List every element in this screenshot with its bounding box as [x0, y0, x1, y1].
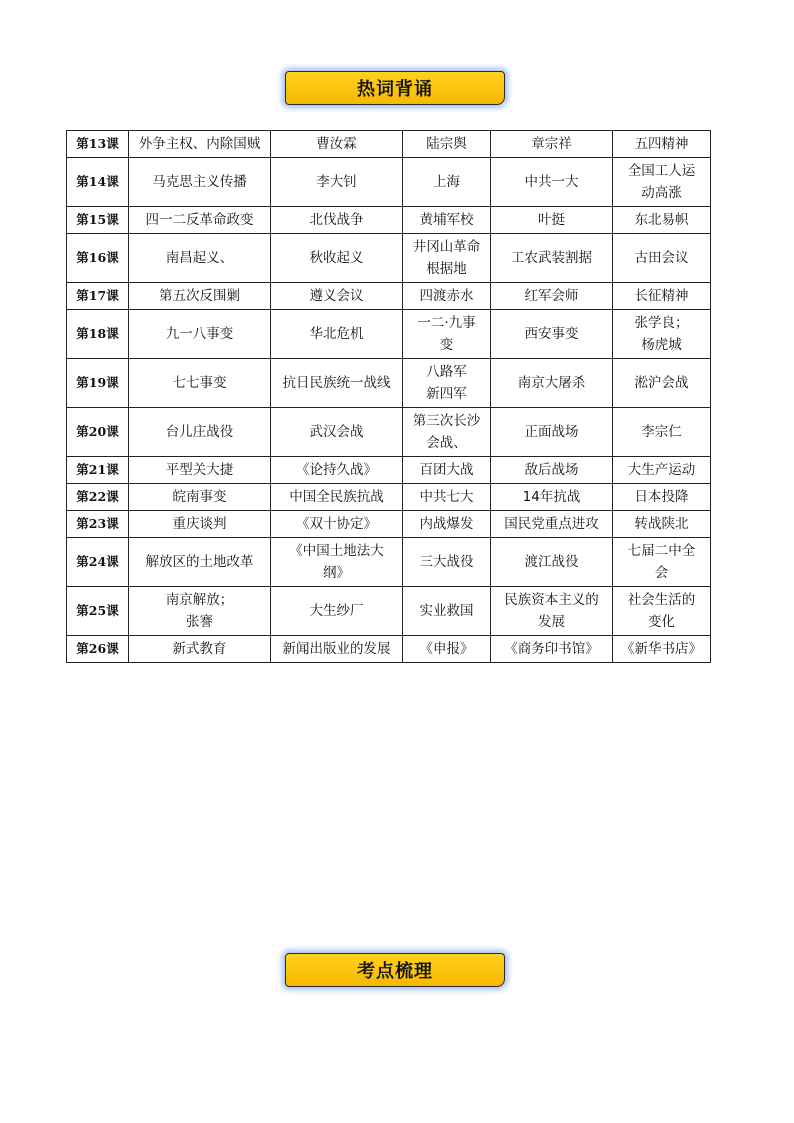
- keyword-text: 张学良；: [634, 315, 689, 331]
- keyword-text: 陆宗舆: [426, 136, 467, 152]
- keyword-cell: [491, 158, 613, 207]
- keyword-text: 南京大屠杀: [517, 375, 586, 391]
- keyword-cell: [129, 408, 271, 457]
- keyword-text: 纲》: [323, 565, 350, 581]
- lesson-number-cell: 第14课: [67, 158, 129, 207]
- keyword-cell: [613, 636, 711, 663]
- keyword-text: 14年抗战: [522, 489, 581, 505]
- keyword-cell: [403, 310, 491, 359]
- keyword-text: 秋收起义: [309, 250, 364, 266]
- keyword-cell: [271, 587, 403, 636]
- keyword-cell: [403, 234, 491, 283]
- table-row: [67, 131, 711, 158]
- lesson-number-cell: 第13课: [67, 131, 129, 158]
- keyword-text: 第三次长沙: [412, 413, 481, 429]
- keyword-text: 日本投降: [634, 489, 689, 505]
- keyword-cell: [491, 131, 613, 158]
- keyword-cell: [613, 457, 711, 484]
- keyword-text: 井冈山革命: [412, 239, 481, 255]
- keyword-cell: [613, 511, 711, 538]
- keyword-text: 台儿庄战役: [165, 424, 234, 440]
- keyword-text: 叶挺: [538, 212, 565, 228]
- keyword-cell: [403, 511, 491, 538]
- keyword-text: 南昌起义、: [165, 250, 234, 266]
- keyword-cell: [613, 207, 711, 234]
- keyword-cell: [613, 538, 711, 587]
- keyword-cell: [491, 310, 613, 359]
- keyword-cell: [403, 636, 491, 663]
- keyword-text: 社会生活的: [627, 592, 696, 608]
- keyword-text: 会: [654, 565, 669, 581]
- keyword-cell: [271, 484, 403, 511]
- keyword-cell: [491, 538, 613, 587]
- keyword-text: 变化: [648, 614, 675, 630]
- keyword-text: 工农武装割据: [511, 250, 592, 266]
- keyword-cell: [491, 511, 613, 538]
- keyword-cell: [129, 636, 271, 663]
- keyword-cell: [491, 283, 613, 310]
- keyword-text: 大生纱厂: [309, 603, 364, 619]
- keyword-cell: [491, 457, 613, 484]
- keyword-cell: [491, 636, 613, 663]
- keyword-text: 中共一大: [524, 174, 579, 190]
- keyword-cell: [271, 359, 403, 408]
- section-banner-hot-words: [285, 71, 505, 105]
- keyword-text: 平型关大捷: [165, 462, 234, 478]
- keyword-text: 东北易帜: [634, 212, 689, 228]
- keyword-cell: [403, 457, 491, 484]
- keyword-text: 曹汝霖: [316, 136, 357, 152]
- table-row: [67, 158, 711, 207]
- keyword-text: 皖南事变: [172, 489, 227, 505]
- keyword-cell: [129, 207, 271, 234]
- keyword-text: 《新华书店》: [621, 641, 702, 657]
- keyword-text: 实业救国: [419, 603, 474, 619]
- keyword-cell: [129, 158, 271, 207]
- lesson-number-cell: 第17课: [67, 283, 129, 310]
- keyword-text: 长征精神: [634, 288, 689, 304]
- keyword-cell: [403, 207, 491, 234]
- keyword-cell: [129, 587, 271, 636]
- lesson-number-cell: 第26课: [67, 636, 129, 663]
- hot-words-table: [66, 130, 711, 663]
- keyword-cell: [129, 310, 271, 359]
- keyword-cell: [129, 484, 271, 511]
- keyword-cell: [271, 408, 403, 457]
- keyword-cell: [613, 310, 711, 359]
- table-row: [67, 207, 711, 234]
- keyword-text: 李大钊: [316, 174, 357, 190]
- table-row: [67, 538, 711, 587]
- keyword-text: 敌后战场: [524, 462, 579, 478]
- keyword-cell: [271, 283, 403, 310]
- table-row: [67, 283, 711, 310]
- keyword-text: 变: [439, 337, 454, 353]
- keyword-cell: [403, 283, 491, 310]
- keyword-text: 北伐战争: [309, 212, 364, 228]
- keyword-cell: [129, 283, 271, 310]
- keyword-text: 杨虎城: [641, 337, 682, 353]
- hot-words-table-body: [67, 131, 711, 663]
- keyword-text: 上海: [433, 174, 460, 190]
- keyword-cell: [271, 310, 403, 359]
- keyword-cell: [271, 158, 403, 207]
- keyword-cell: [129, 359, 271, 408]
- lesson-number-cell: 第18课: [67, 310, 129, 359]
- keyword-text: 全国工人运: [627, 163, 696, 179]
- lesson-number-cell: 第16课: [67, 234, 129, 283]
- keyword-text: 百团大战: [419, 462, 474, 478]
- table-row: [67, 484, 711, 511]
- keyword-text: 转战陕北: [634, 516, 689, 532]
- keyword-cell: [129, 234, 271, 283]
- keyword-cell: [613, 131, 711, 158]
- keyword-cell: [491, 359, 613, 408]
- keyword-cell: [613, 484, 711, 511]
- keyword-cell: [129, 131, 271, 158]
- keyword-text: 渡江战役: [524, 554, 579, 570]
- table-row: [67, 408, 711, 457]
- keyword-cell: [129, 538, 271, 587]
- keyword-text: 章宗祥: [531, 136, 572, 152]
- table-row: [67, 587, 711, 636]
- keyword-text: 红军会师: [524, 288, 579, 304]
- keyword-cell: [403, 131, 491, 158]
- keyword-text: 四渡赤水: [419, 288, 474, 304]
- keyword-text: 第五次反围剿: [159, 288, 240, 304]
- keyword-text: 张謇: [186, 614, 213, 630]
- keyword-text: 华北危机: [309, 326, 364, 342]
- keyword-text: 武汉会战: [309, 424, 364, 440]
- table-row: [67, 457, 711, 484]
- keyword-text: 新式教育: [172, 641, 227, 657]
- keyword-text: 中国全民族抗战: [289, 489, 384, 505]
- keyword-text: 《双十协定》: [296, 516, 377, 532]
- lesson-number-cell: 第19课: [67, 359, 129, 408]
- keyword-cell: [613, 158, 711, 207]
- lesson-number-cell: 第23课: [67, 511, 129, 538]
- keyword-text: 《商务印书馆》: [504, 641, 599, 657]
- keyword-text: 动高涨: [641, 185, 682, 201]
- keyword-cell: [403, 484, 491, 511]
- keyword-text: 南京解放；: [165, 592, 234, 608]
- keyword-text: 国民党重点进攻: [504, 516, 599, 532]
- section-banner-key-points: [285, 953, 505, 987]
- table-row: [67, 511, 711, 538]
- keyword-text: 五四精神: [634, 136, 689, 152]
- keyword-cell: [403, 359, 491, 408]
- keyword-cell: [491, 484, 613, 511]
- keyword-text: 根据地: [426, 261, 467, 277]
- keyword-cell: [403, 587, 491, 636]
- keyword-text: 淞沪会战: [634, 375, 689, 391]
- keyword-text: 《申报》: [419, 641, 474, 657]
- keyword-cell: [271, 538, 403, 587]
- keyword-text: 七七事变: [172, 375, 227, 391]
- lesson-number-cell: 第24课: [67, 538, 129, 587]
- keyword-cell: [271, 457, 403, 484]
- lesson-number-cell: 第20课: [67, 408, 129, 457]
- keyword-text: 《论持久战》: [296, 462, 377, 478]
- keyword-text: 中共七大: [419, 489, 474, 505]
- lesson-number-cell: 第15课: [67, 207, 129, 234]
- lesson-number-cell: 第25课: [67, 587, 129, 636]
- keyword-text: 内战爆发: [419, 516, 474, 532]
- table-row: [67, 310, 711, 359]
- keyword-text: 大生产运动: [627, 462, 696, 478]
- keyword-text: 民族资本主义的: [504, 592, 599, 608]
- section-title: 考点梳理: [357, 961, 433, 982]
- keyword-text: 抗日民族统一战线: [282, 375, 391, 391]
- keyword-text: 会战、: [426, 435, 467, 451]
- keyword-text: 发展: [538, 614, 565, 630]
- keyword-text: 《中国土地法大: [289, 543, 384, 559]
- keyword-cell: [613, 359, 711, 408]
- keyword-text: 一二·九事: [417, 315, 476, 331]
- keyword-cell: [491, 207, 613, 234]
- keyword-cell: [403, 538, 491, 587]
- keyword-text: 遵义会议: [309, 288, 364, 304]
- keyword-text: 四一二反革命政变: [145, 212, 254, 228]
- keyword-cell: [271, 636, 403, 663]
- keyword-cell: [403, 408, 491, 457]
- lesson-number-cell: 第22课: [67, 484, 129, 511]
- keyword-cell: [491, 408, 613, 457]
- keyword-cell: [403, 158, 491, 207]
- keyword-text: 新闻出版业的发展: [282, 641, 391, 657]
- keyword-text: 外争主权、内除国贼: [138, 136, 261, 152]
- keyword-cell: [129, 457, 271, 484]
- keyword-cell: [271, 131, 403, 158]
- table-row: [67, 636, 711, 663]
- keyword-text: 新四军: [426, 386, 467, 402]
- keyword-text: 古田会议: [634, 250, 689, 266]
- keyword-text: 正面战场: [524, 424, 579, 440]
- keyword-cell: [613, 408, 711, 457]
- keyword-text: 八路军: [426, 364, 467, 380]
- keyword-cell: [271, 511, 403, 538]
- keyword-text: 七届二中全: [627, 543, 696, 559]
- keyword-cell: [613, 283, 711, 310]
- keyword-text: 马克思主义传播: [152, 174, 247, 190]
- keyword-cell: [613, 587, 711, 636]
- keyword-text: 九一八事变: [165, 326, 234, 342]
- keyword-text: 三大战役: [419, 554, 474, 570]
- keyword-cell: [491, 587, 613, 636]
- keyword-text: 黄埔军校: [419, 212, 474, 228]
- lesson-number-cell: 第21课: [67, 457, 129, 484]
- table-row: [67, 234, 711, 283]
- keyword-text: 西安事变: [524, 326, 579, 342]
- keyword-cell: [613, 234, 711, 283]
- keyword-text: 解放区的土地改革: [145, 554, 254, 570]
- keyword-cell: [271, 207, 403, 234]
- keyword-text: 重庆谈判: [172, 516, 227, 532]
- keyword-cell: [491, 234, 613, 283]
- section-title: 热词背诵: [357, 79, 433, 100]
- table-row: [67, 359, 711, 408]
- keyword-cell: [271, 234, 403, 283]
- keyword-cell: [129, 511, 271, 538]
- keyword-text: 李宗仁: [641, 424, 682, 440]
